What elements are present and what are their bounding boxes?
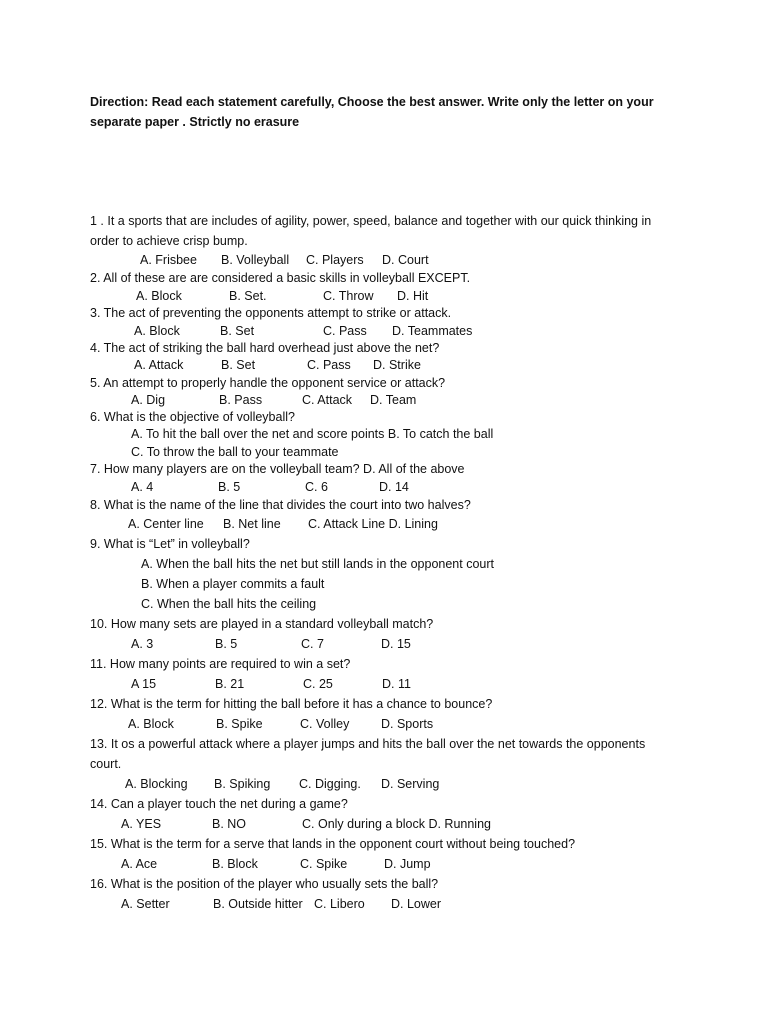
option-b: B. Spiking bbox=[214, 777, 271, 791]
option-c: C. Players bbox=[306, 253, 364, 267]
option-d: D. 11 bbox=[382, 677, 411, 691]
question-14: 14. Can a player touch the net during a game? bbox=[90, 797, 348, 811]
option-d: D. Teammates bbox=[392, 324, 473, 338]
option-d: D. 14 bbox=[379, 480, 409, 494]
option-a: A. Frisbee bbox=[140, 253, 197, 267]
option-c: C. 7 bbox=[301, 637, 324, 651]
option-b: B. 21 bbox=[215, 677, 245, 691]
option-a: A. Setter bbox=[121, 897, 170, 911]
option-b: B. 5 bbox=[215, 637, 238, 651]
option-d: D. Court bbox=[382, 253, 429, 267]
question-5: 5. An attempt to properly handle the opponent service or attack? bbox=[90, 376, 446, 390]
option-a: A. Block bbox=[136, 289, 182, 303]
option-a: A. Center line bbox=[128, 517, 204, 531]
question-9: 9. What is “Let” in volleyball? bbox=[90, 537, 250, 551]
option-b: B. Net line bbox=[223, 517, 281, 531]
question-1-line-2: order to achieve crisp bump. bbox=[90, 234, 248, 248]
question-9-option-c: C. When the ball hits the ceiling bbox=[141, 597, 317, 611]
option-a: A. 3 bbox=[131, 637, 154, 651]
question-13-line-1: 13. It os a powerful attack where a player jumps and hits the ball over the net towards the opponents bbox=[90, 737, 646, 751]
option-c: C. Spike bbox=[300, 857, 348, 871]
question-15: 15. What is the term for a serve that lands in the opponent court without being touched? bbox=[90, 837, 576, 851]
question-9-option-b: B. When a player commits a fault bbox=[141, 577, 325, 591]
option-b: B. NO bbox=[212, 817, 247, 831]
option-a: A. Block bbox=[134, 324, 180, 338]
option-d: D. Serving bbox=[381, 777, 440, 791]
question-6-option-line-2: C. To throw the ball to your teammate bbox=[131, 445, 339, 459]
option-a: A 15 bbox=[131, 677, 157, 691]
option-b: B. Pass bbox=[219, 393, 263, 407]
option-d: D. Hit bbox=[397, 289, 429, 303]
question-7: 7. How many players are on the volleyball team? D. All of the above bbox=[90, 462, 465, 476]
option-d: D. Sports bbox=[381, 717, 434, 731]
question-10: 10. How many sets are played in a standard volleyball match? bbox=[90, 617, 434, 631]
option-c: C. 25 bbox=[303, 677, 333, 691]
question-8: 8. What is the name of the line that divides the court into two halves? bbox=[90, 498, 471, 512]
option-a: A. Dig bbox=[131, 393, 166, 407]
option-c: C. Libero bbox=[314, 897, 365, 911]
question-12: 12. What is the term for hitting the ball before it has a chance to bounce? bbox=[90, 697, 493, 711]
option-b: B. Set. bbox=[229, 289, 267, 303]
option-b: B. Set bbox=[221, 358, 256, 372]
option-b: B. Spike bbox=[216, 717, 263, 731]
option-d: D. 15 bbox=[381, 637, 411, 651]
option-d: D. Lower bbox=[391, 897, 442, 911]
option-a: A. YES bbox=[121, 817, 162, 831]
question-1-line-1: 1 . It a sports that are includes of agility, power, speed, balance and together with our quick thinking in bbox=[90, 214, 652, 228]
option-c-d: C. Attack Line D. Lining bbox=[308, 517, 438, 531]
option-a: A. Attack bbox=[134, 358, 184, 372]
question-3: 3. The act of preventing the opponents attempt to strike or attack. bbox=[90, 306, 452, 320]
option-c: C. Attack bbox=[302, 393, 353, 407]
option-c: C. Pass bbox=[323, 324, 367, 338]
direction-text: Direction: Read each statement carefully, Choose the best answer. Write only the letter on your separate paper . Strictly no erasure bbox=[90, 95, 654, 129]
option-d: D. Team bbox=[370, 393, 417, 407]
option-b: B. Outside hitter bbox=[213, 897, 303, 911]
option-a: A. Ace bbox=[121, 857, 158, 871]
option-b: B. 5 bbox=[218, 480, 241, 494]
option-b: B. Set bbox=[220, 324, 255, 338]
question-6: 6. What is the objective of volleyball? bbox=[90, 410, 295, 424]
option-a: A. Block bbox=[128, 717, 174, 731]
option-d: D. Jump bbox=[384, 857, 431, 871]
option-b: B. Block bbox=[212, 857, 258, 871]
option-c-d: C. Only during a block D. Running bbox=[302, 817, 491, 831]
option-c: C. Digging. bbox=[299, 777, 361, 791]
option-c: C. Throw bbox=[323, 289, 374, 303]
option-c: C. 6 bbox=[305, 480, 328, 494]
question-11: 11. How many points are required to win a set? bbox=[90, 657, 351, 671]
question-9-option-a: A. When the ball hits the net but still lands in the opponent court bbox=[141, 557, 494, 571]
option-c: C. Volley bbox=[300, 717, 350, 731]
question-13-line-2: court. bbox=[90, 757, 122, 771]
option-b: B. Volleyball bbox=[221, 253, 290, 267]
option-a: A. 4 bbox=[131, 480, 154, 494]
option-c: C. Pass bbox=[307, 358, 351, 372]
question-16: 16. What is the position of the player who usually sets the ball? bbox=[90, 877, 439, 891]
question-4: 4. The act of striking the ball hard overhead just above the net? bbox=[90, 341, 440, 355]
question-2: 2. All of these are are considered a basic skills in volleyball EXCEPT. bbox=[90, 271, 471, 285]
question-6-option-line-1: A. To hit the ball over the net and score points B. To catch the ball bbox=[131, 427, 494, 441]
option-d: D. Strike bbox=[373, 358, 421, 372]
option-a: A. Blocking bbox=[125, 777, 188, 791]
